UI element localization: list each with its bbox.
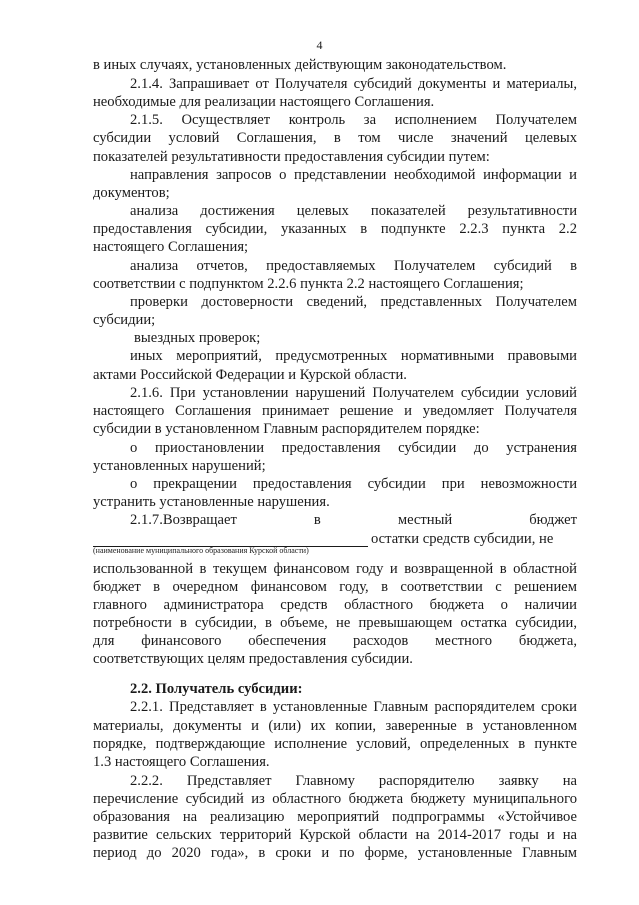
text-line: главного администратора средств областного бюджета о наличии <box>93 597 577 614</box>
list-item-line: выездных проверок; <box>134 330 261 347</box>
blank-caption: (наименование муниципального образования Курской области) <box>93 546 309 556</box>
text-line: образования на реализацию мероприятий подпрограммы «Устойчивое <box>93 808 577 825</box>
text-line: соответствующих целям предоставления субсидии. <box>93 651 413 668</box>
section-heading-2-2: 2.2. Получатель субсидии: <box>130 681 303 698</box>
list-item-line: анализа отчетов, предоставляемых Получателем субсидий в <box>130 258 577 274</box>
text-line: бюджет в очередном финансовом году, в соответствии с решением <box>93 579 577 596</box>
text-line: период до 2020 года», в сроки и по форме, установленные Главным <box>93 845 577 861</box>
text-line: показателей результативности предоставления субсидии путем: <box>93 148 490 165</box>
text-line: соответствии с подпунктом 2.2.6 пункта 2.2 настоящего Соглашения; <box>93 276 524 293</box>
text-line: материалы, документы и (или) их копии, заверенные в установленном <box>93 717 577 734</box>
text-line: субсидии условий Соглашения, в том числе значений целевых <box>93 130 577 147</box>
text-line: актами Российской Федерации и Курской области. <box>93 366 407 383</box>
text-line: устранить установленные нарушения. <box>93 494 330 511</box>
page-number: 4 <box>316 38 323 52</box>
text-line: 1.3 настоящего Соглашения. <box>93 753 270 770</box>
text-line: перечисление субсидий из областного бюджета бюджету муниципального <box>93 790 577 807</box>
list-item-line: проверки достоверности сведений, представленных Получателем <box>130 294 577 311</box>
paragraph-2-1-6-line: 2.1.6. При установлении нарушений Получателем субсидии условий <box>130 384 577 401</box>
list-item-line: о прекращении предоставления субсидии при невозможности <box>130 476 577 492</box>
text-line: остатки средств субсидии, не <box>371 530 554 547</box>
text-line: в иных случаях, установленных действующим законодательством. <box>93 57 507 74</box>
paragraph-2-2-2-line: 2.2.2. Представляет Главному распорядителю заявку на <box>130 772 577 789</box>
paragraph-2-1-5-line: 2.1.5. Осуществляет контроль за исполнением Получателем <box>130 112 577 129</box>
text-line: предоставления субсидии, указанных в подпункте 2.2.3 пункта 2.2 <box>93 220 577 237</box>
text-line: использованной в текущем финансовом году и возвращенной в областной <box>93 561 577 577</box>
list-item-line: анализа достижения целевых показателей результативности <box>130 202 577 219</box>
text-line: субсидии; <box>93 312 156 329</box>
text-line: установленных нарушений; <box>93 457 266 474</box>
list-item-line: о приостановлении предоставления субсидии до устранения <box>130 439 577 456</box>
list-item-line: направления запросов о представлении необходимой информации и <box>130 166 577 183</box>
list-item-line: иных мероприятий, предусмотренных нормативными правовыми <box>130 348 577 365</box>
paragraph-2-1-4-line: 2.1.4. Запрашивает от Получателя субсидий документы и материалы, <box>130 76 577 93</box>
text-line: необходимые для реализации настоящего Соглашения. <box>93 94 435 111</box>
text-line: субсидии в установленном Главным распорядителем порядке: <box>93 420 480 437</box>
text-line: настоящего Соглашения принимает решение и уведомляет Получателя <box>93 402 577 419</box>
paragraph-2-1-7-line: 2.1.7.Возвращает в местный бюджет <box>130 512 577 529</box>
text-line: развитие сельских территорий Курской области на 2014-2017 годы и на <box>93 826 577 843</box>
text-line: для финансового обеспечения расходов местного бюджета, <box>93 633 577 650</box>
text-line: порядке, подтверждающие исполнение условий, определенных в пункте <box>93 735 577 752</box>
fill-in-blank-line <box>93 532 368 547</box>
text-line: потребности в субсидии, в объеме, не превышающем остатка субсидии, <box>93 615 577 632</box>
text-line: документов; <box>93 184 170 201</box>
text-line: настоящего Соглашения; <box>93 239 249 255</box>
paragraph-2-2-1-line: 2.2.1. Представляет в установленные Главным распорядителем сроки <box>130 699 577 716</box>
